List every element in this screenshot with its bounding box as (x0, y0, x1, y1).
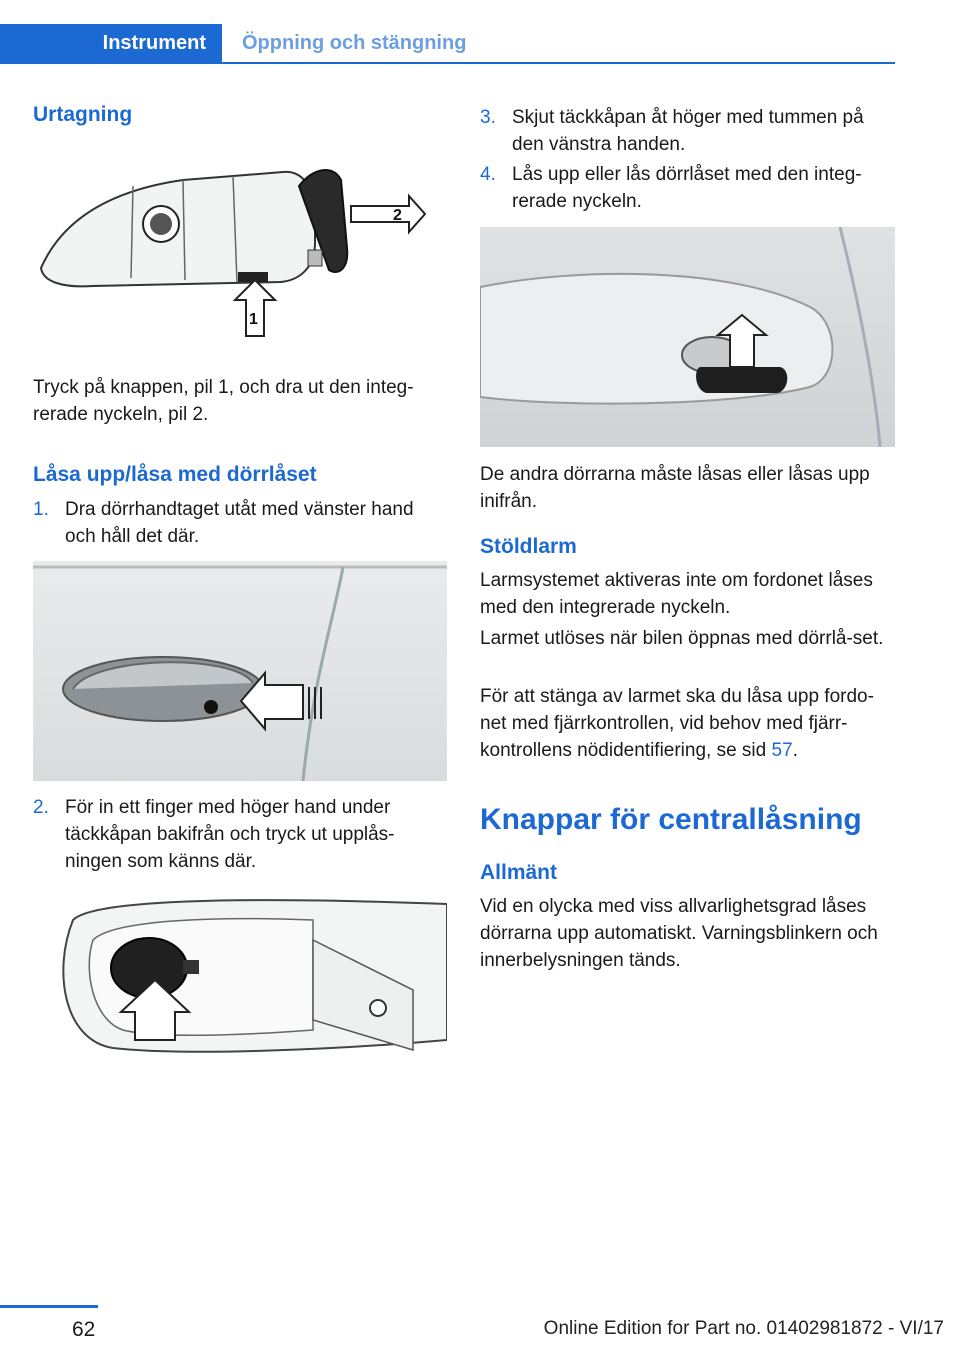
page-reference-link[interactable]: 57 (771, 740, 793, 761)
tab-oppning-och-stangning[interactable] (242, 24, 466, 62)
figure-cover-cap (33, 880, 447, 1070)
stoldlarm-p2: Larmet utlöses när bilen öppnas med dörrlå‐set. (480, 628, 884, 649)
step-text: Lås upp eller lås dörrlåset med den integ‐rerade nyckeln. (512, 164, 862, 212)
heading-urtagning: Urtagning (33, 103, 133, 126)
step-number: 2. (33, 797, 49, 818)
key-in-lock-illustration (480, 227, 895, 447)
chapter-tabbar (0, 24, 895, 64)
edition-note: Online Edition for Part no. 01402981872 - VI/17 (543, 1318, 944, 1339)
step-number: 4. (480, 164, 496, 185)
step-1 (33, 496, 447, 550)
page-number: 62 (72, 1318, 96, 1341)
figure-key-fob (33, 158, 447, 348)
allmant-text: Vid en olycka med viss allvarlighetsgrad låses dörrarna upp automatiskt. Varningsblinkern och innerbelysningen tänds. (480, 896, 878, 971)
tab-oppning-label: Öppning och stängning (242, 31, 467, 54)
urtagning-text: Tryck på knappen, pil 1, och dra ut den integ‐rerade nyckeln, pil 2. (33, 377, 414, 425)
figure-key-in-lock (480, 227, 895, 447)
step-3 (480, 104, 894, 158)
step-text: Skjut täckkåpan åt höger med tummen på den vänstra handen. (512, 107, 864, 155)
key-fob-illustration (33, 158, 447, 348)
heading-stoldlarm: Stöldlarm (480, 535, 577, 558)
cover-cap-illustration (33, 880, 447, 1070)
heading-knappar: Knappar för centrallåsning (480, 803, 862, 836)
step-number: 3. (480, 107, 496, 128)
other-doors-text: De andra dörrarna måste låsas eller låsas upp inifrån. (480, 464, 870, 512)
figure-door-handle (33, 561, 447, 781)
step-2 (33, 794, 447, 875)
stoldlarm-p3-text: För att stänga av larmet ska du låsa upp fordo‐net med fjärrkontrollen, vid behov med fjärr‐kontrollens nödidentifiering, se sid (480, 686, 874, 761)
stoldlarm-p1: Larmsystemet aktiveras inte om fordonet låses med den integrerade nyckeln. (480, 570, 873, 618)
arrow-label-1: 1 (249, 311, 258, 328)
tab-instrument[interactable] (0, 24, 222, 62)
footer-rule (0, 1305, 98, 1308)
step-text: För in ett finger med höger hand under täckkåpan bakifrån och tryck ut upplås‐ningen som känns där. (65, 797, 395, 872)
stoldlarm-p3 (480, 683, 895, 764)
stoldlarm-p3-end: . (792, 740, 798, 761)
heading-allmant: Allmänt (480, 861, 558, 884)
tab-instrument-label: Instrument (102, 31, 206, 54)
door-handle-illustration (33, 561, 447, 781)
arrow-label-2: 2 (393, 207, 402, 224)
step-text: Dra dörrhandtaget utåt med vänster hand och håll det där. (65, 499, 414, 547)
heading-lasa-upp: Låsa upp/låsa med dörrlåset (33, 463, 317, 486)
step-4 (480, 161, 894, 215)
step-number: 1. (33, 499, 49, 520)
